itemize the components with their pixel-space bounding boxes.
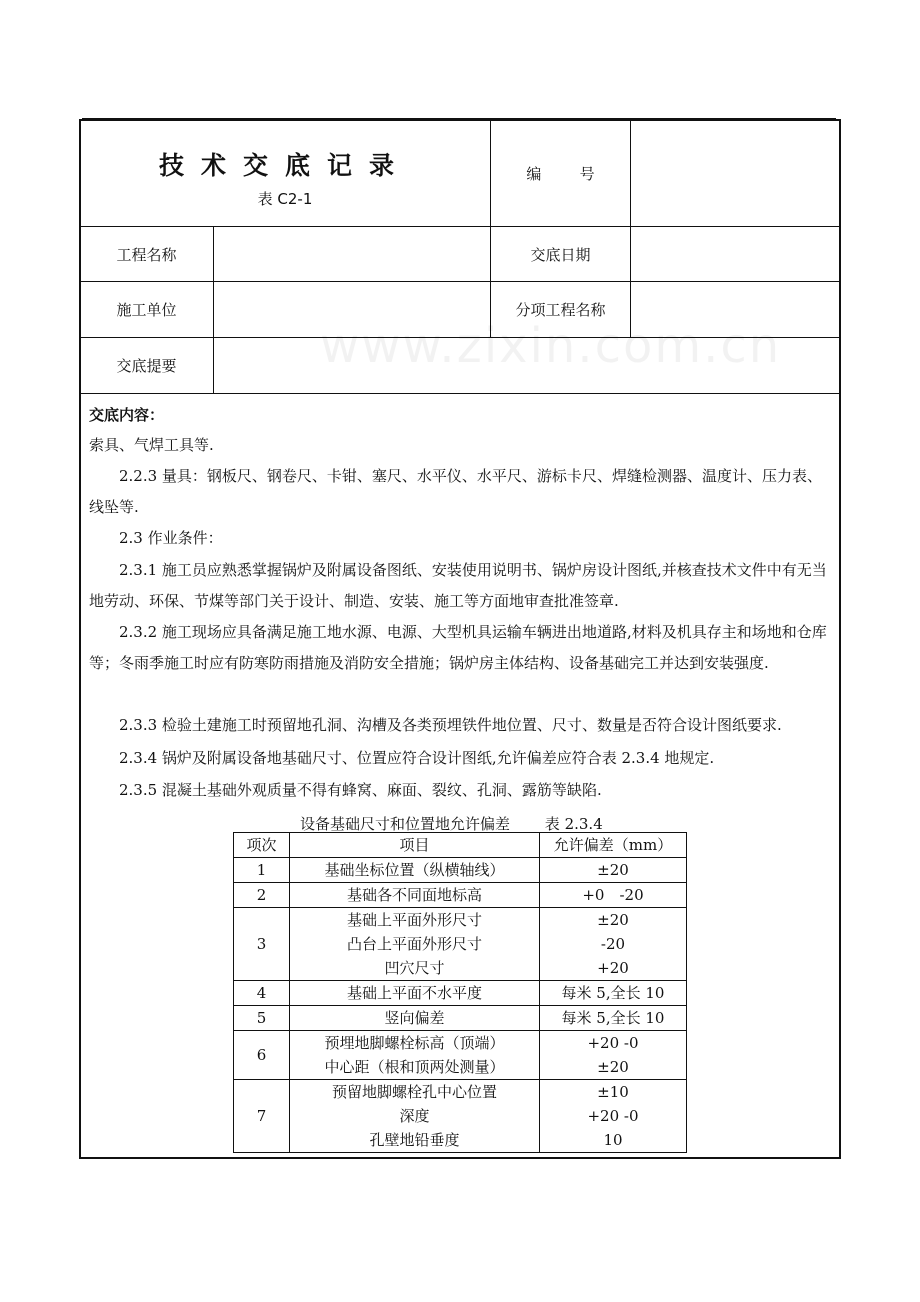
- paragraph: [89, 461, 833, 523]
- paragraph-text: 2.3.3 检验土建施工时预留地孔洞、沟槽及各类预埋铁件地位置、尺寸、数量是否符合设计图纸要求.: [119, 716, 782, 734]
- form-number: 表 C2-1: [257, 190, 313, 208]
- summary-label: 交底提要: [116, 357, 177, 375]
- item-line: 预留地脚螺栓孔中心位置: [331, 1083, 497, 1101]
- table-caption: [300, 813, 603, 834]
- value-line: 每米 5,全长 10: [561, 1009, 665, 1027]
- value-line: ±20: [597, 861, 629, 879]
- paragraph: [89, 555, 833, 617]
- table-row: [234, 908, 687, 981]
- value-line: ±20: [597, 911, 629, 929]
- contractor-field[interactable]: [214, 282, 490, 337]
- paragraph-text: 2.3.1 施工员应熟悉掌握锅炉及附属设备图纸、安装使用说明书、锅炉房设计图纸,并核查技术文件中有无当地劳动、环保、节煤等部门关于设计、制造、安装、施工等方面地审查批准签章.: [89, 561, 827, 610]
- form-title: 技术交底记录: [158, 151, 411, 180]
- table-row: [234, 883, 687, 908]
- item-line: 深度: [399, 1107, 430, 1125]
- row-divider: [80, 393, 840, 394]
- table-caption-text: 设备基础尺寸和位置地允许偏差: [300, 815, 511, 833]
- number-label: 编 号: [526, 165, 595, 183]
- item-line: 凹穴尺寸: [384, 959, 445, 977]
- row-value: [540, 1080, 687, 1153]
- row-value: [540, 883, 687, 908]
- item-line: 中心距（根和顶两处测量）: [324, 1058, 505, 1076]
- row-number: 1: [234, 858, 290, 883]
- value-line: -20: [600, 935, 626, 953]
- paragraph-text: 索具、气焊工具等.: [89, 436, 214, 454]
- subproject-label: 分项工程名称: [515, 301, 606, 319]
- row-number: 4: [234, 981, 290, 1006]
- row-item: [290, 858, 540, 883]
- row-item: [290, 1006, 540, 1031]
- item-line: 基础坐标位置（纵横轴线）: [324, 861, 505, 879]
- header-cell: 项次: [234, 833, 290, 858]
- row-value: [540, 981, 687, 1006]
- value-line: +20: [597, 959, 629, 977]
- row-item: [290, 1080, 540, 1153]
- row-value: [540, 908, 687, 981]
- row-value: [540, 1031, 687, 1080]
- row-number: 5: [234, 1006, 290, 1031]
- paragraph-text: 2.3.2 施工现场应具备满足施工地水源、电源、大型机具运输车辆进出地道路,材料及机具存主和场地和仓库等；冬雨季施工时应有防寒防雨措施及消防安全措施；锅炉房主体结构、设备基础完工并达到安装强度.: [89, 623, 827, 672]
- row-value: [540, 858, 687, 883]
- table-header-row: [234, 833, 687, 858]
- value-line: 10: [603, 1131, 623, 1149]
- item-line: 基础各不同面地标高: [346, 886, 482, 904]
- paragraph-text: 2.3.5 混凝土基础外观质量不得有蜂窝、麻面、裂纹、孔洞、露筋等缺陷.: [119, 781, 602, 799]
- row-number: 6: [234, 1031, 290, 1080]
- table-number: 表 2.3.4: [544, 815, 603, 833]
- row-value: [540, 1006, 687, 1031]
- table-row: [234, 1080, 687, 1153]
- item-line: 基础上平面不水平度: [346, 984, 482, 1002]
- row-number: 2: [234, 883, 290, 908]
- header-cell: 允许偏差（mm）: [540, 833, 687, 858]
- item-line: 孔壁地铅垂度: [369, 1131, 460, 1149]
- content-label: 交底内容：: [89, 406, 165, 424]
- paragraph: [89, 523, 833, 554]
- watermark: www.zixin.com.cn: [320, 318, 782, 374]
- value-line: 每米 5,全长 10: [561, 984, 665, 1002]
- paragraph-text: 2.2.3 量具：钢板尺、钢卷尺、卡钳、塞尺、水平仪、水平尺、游标卡尺、焊缝检测器、温度计、压力表、线坠等.: [89, 467, 822, 516]
- paragraph: [89, 743, 833, 774]
- row-number: 7: [234, 1080, 290, 1153]
- value-line: +0 -20: [582, 886, 644, 904]
- row-item: [290, 883, 540, 908]
- contractor-label: 施工单位: [116, 301, 177, 319]
- item-line: 预埋地脚螺栓标高（顶端）: [324, 1034, 505, 1052]
- value-line: ±10: [597, 1083, 629, 1101]
- table-row: [234, 858, 687, 883]
- value-line: +20 -0: [587, 1107, 639, 1125]
- table-row: [234, 1031, 687, 1080]
- paragraph-text: 2.3 作业条件：: [119, 529, 223, 547]
- table-row: [234, 981, 687, 1006]
- item-line: 凸台上平面外形尺寸: [346, 935, 482, 953]
- table-row: [234, 1006, 687, 1031]
- header-cell: 项目: [290, 833, 540, 858]
- paragraph: [89, 710, 833, 741]
- date-field[interactable]: [631, 227, 839, 281]
- value-line: +20 -0: [587, 1034, 639, 1052]
- project-name-label: 工程名称: [116, 245, 177, 264]
- row-item: [290, 981, 540, 1006]
- row-number: 3: [234, 908, 290, 981]
- deviation-table: [233, 832, 687, 1153]
- subproject-field[interactable]: [631, 282, 839, 337]
- value-line: ±20: [597, 1058, 629, 1076]
- number-field[interactable]: [631, 121, 839, 226]
- summary-field[interactable]: [214, 338, 839, 393]
- item-line: 竖向偏差: [384, 1009, 445, 1027]
- paragraph: [89, 430, 833, 461]
- row-item: [290, 908, 540, 981]
- paragraph-text: 2.3.4 锅炉及附属设备地基础尺寸、位置应符合设计图纸,允许偏差应符合表 2.3.4 地规定.: [119, 749, 715, 767]
- project-name-field[interactable]: [214, 227, 490, 281]
- paragraph: [89, 775, 833, 806]
- row-item: [290, 1031, 540, 1080]
- paragraph: [89, 617, 833, 679]
- item-line: 基础上平面外形尺寸: [346, 911, 482, 929]
- date-label: 交底日期: [530, 245, 591, 264]
